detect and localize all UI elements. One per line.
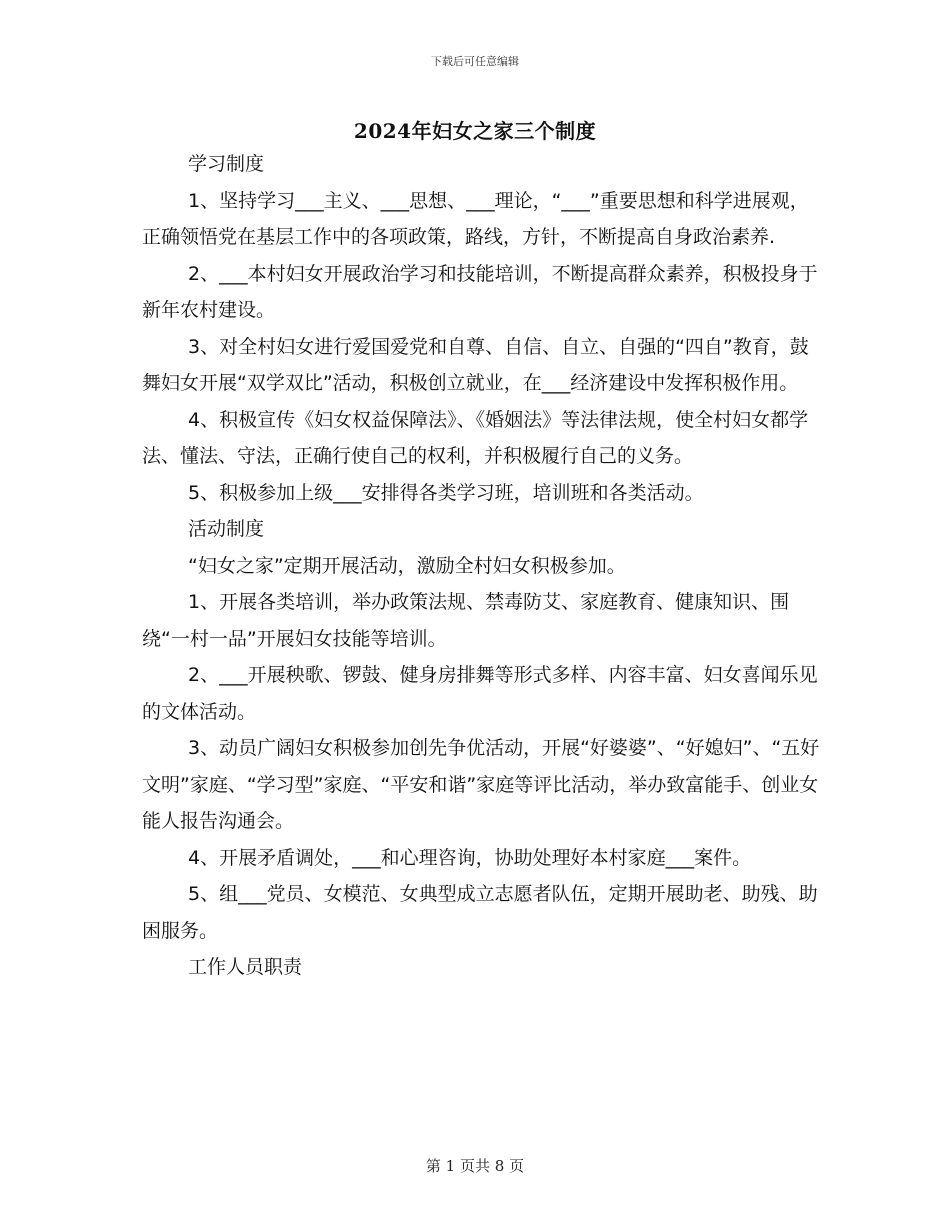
page-footer: 第 1 页共 8 页 — [425, 1157, 525, 1175]
section-heading-duties: 工作人员职责 — [188, 956, 303, 978]
paragraph: “妇女之家”定期开展活动，激励全村妇女积极参加。 — [188, 554, 626, 577]
section-heading-study: 学习制度 — [188, 153, 265, 175]
paragraph: 3、对全村妇女进行爱国爱党和自尊、自信、自立、自强的“四自”教育，鼓舞妇女开展“双学双比”活动，积极创立就业，在___经济建设中发挥积极作用。 — [142, 335, 809, 394]
paragraph: 2、___本村妇女开展政治学习和技能培训，不断提高群众素养，积极投身于新年农村建设。 — [142, 262, 818, 321]
paragraph: 4、开展矛盾调处，___和心理咨询，协助处理好本村家庭___案件。 — [188, 846, 752, 869]
paragraph: 2、___开展秧歌、锣鼓、健身房排舞等形式多样、内容丰富、妇女喜闻乐见的文体活动。 — [142, 664, 818, 723]
paragraph: 5、组___党员、女模范、女典型成立志愿者队伍，定期开展助老、助残、助困服务。 — [142, 883, 818, 942]
paragraph: 5、积极参加上级___安排得各类学习班，培训班和各类活动。 — [188, 481, 704, 504]
document-title: 2024年妇女之家三个制度 — [353, 119, 597, 143]
paragraph: 4、积极宣传《妇女权益保障法》、《婚姻法》等法律法规，使全村妇女都学法、懂法、守法，正确行使自己的权利，并积极履行自己的义务。 — [142, 408, 809, 467]
section-heading-activity: 活动制度 — [188, 518, 265, 540]
paragraph: 1、开展各类培训，举办政策法规、禁毒防艾、家庭教育、健康知识、围绕“一村一品”开展妇女技能等培训。 — [142, 591, 790, 650]
paragraph: 3、动员广阔妇女积极参加创先争优活动，开展“好婆婆”、“好媳妇”、“五好文明”家庭、“学习型”家庭、“平安和谐”家庭等评比活动，举办致富能手、创业女能人报告沟通会。 — [142, 737, 820, 832]
document-body — [142, 146, 822, 986]
paragraph: 1、坚持学习___主义、___思想、___理论，“___”重要思想和科学进展观，正确领悟党在基层工作中的各项政策，路线，方针，不断提高自身政治素养. — [142, 189, 809, 248]
page-header: 下载后可任意编辑 — [431, 55, 519, 68]
